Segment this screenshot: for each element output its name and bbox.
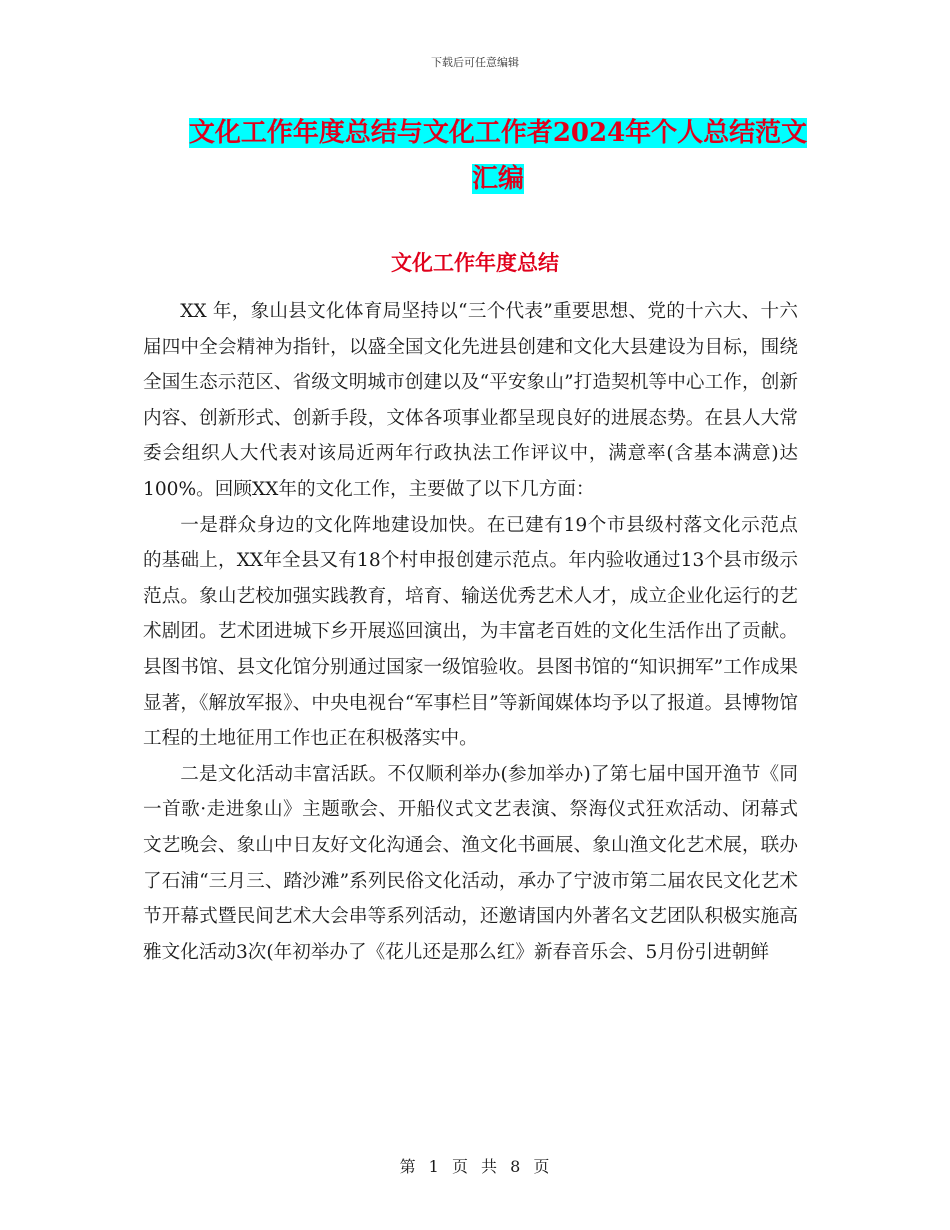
body-paragraph-2: 一是群众身边的文化阵地建设加快。在已建有19个市县级村落文化示范点的基础上，XX年全县又有18个村申报创建示范点。年内验收通过13个县市级示范点。象山艺校加强实践教育，培育、输送优秀艺术人才，成立企业化运行的艺术剧团。艺术团进城下乡开展巡回演出，为丰富老百姓的文化生活作出了贡献。县图书馆、县文化馆分别通过国家一级馆验收。县图书馆的“知识拥军”工作成果显著，《解放军报》、中央电视台“军事栏目”等新闻媒体均予以了报道。县博物馆工程的土地征用工作也正在积极落实中。 [143, 514, 798, 750]
page-header: 下载后可任意编辑 [431, 56, 519, 69]
section-title: 文化工作年度总结 [391, 250, 559, 275]
document-title-line-1: 文化工作年度总结与文化工作者2024年个人总结范文 [188, 118, 808, 148]
body-paragraph-3: 二是文化活动丰富活跃。不仅顺利举办(参加举办)了第七届中国开渔节《同一首歌·走进象山》主题歌会、开船仪式文艺表演、祭海仪式狂欢活动、闭幕式文艺晚会、象山中日友好文化沟通会、渔文化书画展、象山渔文化艺术展，联办了石浦“三月三、踏沙滩”系列民俗文化活动，承办了宁波市第二届农民文化艺术节开幕式暨民间艺术大会串等系列活动，还邀请国内外著名文艺团队积极实施高雅文化活动3次(年初举办了《花儿还是那么红》新春音乐会、5月份引进朝鲜 [143, 763, 798, 963]
document-title [188, 110, 808, 202]
document-title-line-2: 汇编 [471, 164, 524, 194]
page-footer: 第 1 页 共 8 页 [399, 1157, 551, 1176]
document-body [143, 294, 798, 970]
body-paragraph-1: XX 年，象山县文化体育局坚持以“三个代表”重要思想、党的十六大、十六届四中全会精神为指针，以盛全国文化先进县创建和文化大县建设为目标，围绕全国生态示范区、省级文明城市创建以及“平安象山”打造契机等中心工作，创新内容、创新形式、创新手段，文体各项事业都呈现良好的进展态势。在县人大常委会组织人大代表对该局近两年行政执法工作评议中，满意率(含基本满意)达100%。回顾XX年的文化工作，主要做了以下几方面： [143, 301, 798, 500]
